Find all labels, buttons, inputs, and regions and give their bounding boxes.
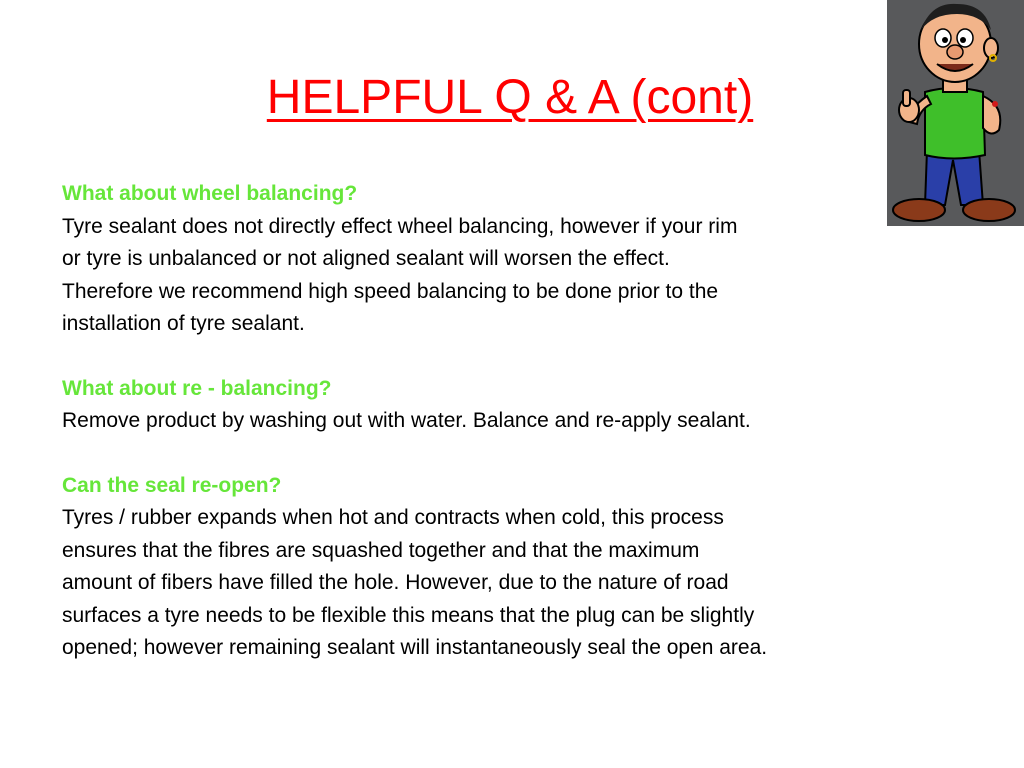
qa-item: [62, 470, 902, 665]
answer-text: Tyres / rubber expands when hot and contracts when cold, this process ensures that the fibres are squashed together and that the maximum amount of fibers have filled the hole. However, due to the nature of road surfaces a tyre needs to be flexible this means that the plug can be slightly opened; however remaining sealant will instantaneously seal the open area.: [62, 506, 768, 659]
qa-item: [62, 373, 902, 438]
question-text: What about wheel balancing?: [62, 182, 358, 205]
question-text: Can the seal re-open?: [62, 473, 282, 497]
answer-text: Tyre sealant does not directly effect wheel balancing, however if your rim or tyre is unbalanced or not aligned sealant will worsen the effect. Therefore we recommend high speed balancing to be done prior to the installation of tyre sealant.: [62, 214, 738, 335]
qa-item: [62, 178, 902, 341]
question-text: What about re - balancing?: [62, 376, 332, 400]
slide-title: HELPFUL Q & A (cont): [266, 71, 754, 124]
cartoon-mascot-thumbs-up-icon: [887, 0, 1024, 226]
qa-list: [62, 178, 902, 697]
answer-text: Remove product by washing out with water. Balance and re-apply sealant.: [62, 409, 751, 432]
